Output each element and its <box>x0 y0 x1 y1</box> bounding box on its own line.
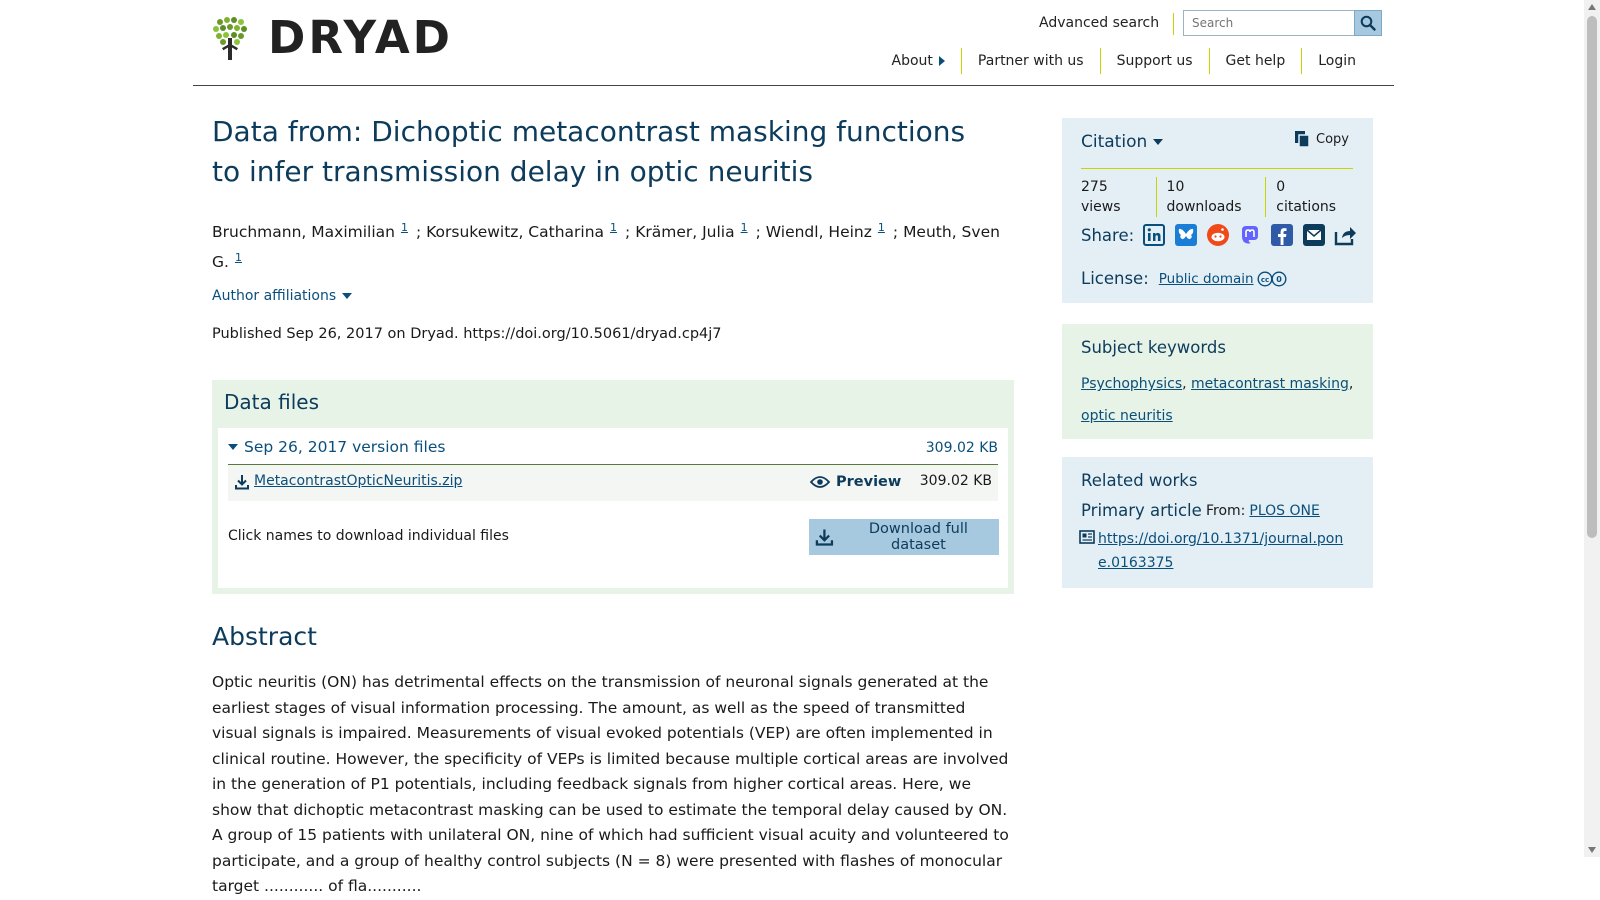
nav-partner[interactable]: Partner with us <box>961 48 1100 74</box>
tree-logo-icon <box>212 16 248 60</box>
data-files-content <box>218 428 1008 588</box>
cc-zero-icon <box>1257 271 1289 287</box>
share-row <box>1081 223 1358 247</box>
caret-down-icon <box>1153 139 1163 145</box>
nav-about[interactable] <box>876 48 961 74</box>
nav-support[interactable]: Support us <box>1100 48 1209 74</box>
author-separator: ; <box>892 223 899 242</box>
related-works-panel <box>1062 457 1373 588</box>
nav-about-label: About <box>891 53 933 69</box>
copy-label: Copy <box>1316 131 1349 147</box>
reddit-icon[interactable] <box>1206 223 1230 247</box>
version-files-row <box>228 438 998 465</box>
clipboard-icon <box>1294 130 1310 148</box>
scrollbar[interactable] <box>1584 0 1600 857</box>
author-separator: ; <box>415 223 422 242</box>
subject-keywords-title: Subject keywords <box>1081 338 1226 357</box>
keyword-link[interactable]: optic neuritis <box>1081 408 1173 424</box>
download-icon <box>815 527 834 547</box>
dataset-title: Data from: Dichoptic metacontrast masking functions to infer transmission delay in optic neuritis <box>212 115 966 188</box>
version-files-label: Sep 26, 2017 version files <box>244 438 446 456</box>
author-affiliations-label: Author affiliations <box>212 288 337 304</box>
file-row <box>228 465 998 501</box>
search-input[interactable] <box>1183 10 1355 36</box>
affiliation-link[interactable]: 1 <box>400 221 408 234</box>
citation-toggle[interactable] <box>1081 132 1163 152</box>
mastodon-icon[interactable] <box>1238 223 1262 247</box>
share-icon[interactable] <box>1334 223 1358 247</box>
from-line <box>1206 503 1320 519</box>
caret-down-icon <box>342 293 352 299</box>
caret-right-icon <box>939 56 945 66</box>
facebook-icon[interactable] <box>1270 223 1294 247</box>
preview-label: Preview <box>836 474 902 490</box>
affiliation-link[interactable]: 1 <box>610 221 618 234</box>
svg-text:0: 0 <box>1275 274 1282 284</box>
linkedin-icon[interactable] <box>1142 223 1166 247</box>
author-name: Korsukewitz, Catharina <box>426 223 605 242</box>
citation-label: Citation <box>1081 132 1148 152</box>
citations-count: 0 citations <box>1265 177 1353 217</box>
advanced-search-link[interactable]: Advanced search <box>1039 13 1174 35</box>
version-files-size: 309.02 KB <box>925 440 998 456</box>
email-icon[interactable] <box>1302 223 1326 247</box>
main-nav <box>876 48 1372 74</box>
primary-article-label: Primary article <box>1081 501 1202 520</box>
share-label: Share: <box>1081 225 1135 245</box>
version-files-toggle[interactable] <box>228 438 445 456</box>
scroll-up-arrow-icon[interactable] <box>1588 4 1596 10</box>
eye-icon <box>810 475 830 489</box>
citation-panel <box>1062 118 1373 303</box>
download-icon <box>234 474 250 490</box>
downloads-count: 10 downloads <box>1156 177 1266 217</box>
author-affiliations-toggle[interactable] <box>212 288 352 304</box>
affiliation-link[interactable]: 1 <box>877 221 885 234</box>
nav-help[interactable]: Get help <box>1209 48 1302 74</box>
views-count: 275 views <box>1081 179 1121 215</box>
svg-text:cc: cc <box>1260 275 1269 284</box>
bluesky-icon[interactable] <box>1174 223 1198 247</box>
metrics-row <box>1081 168 1353 217</box>
author-name: Krämer, Julia <box>635 223 735 242</box>
author-separator: ; <box>625 223 631 242</box>
author-list <box>212 215 1012 275</box>
download-full-dataset-button[interactable] <box>809 519 999 555</box>
file-size: 309.02 KB <box>919 473 992 489</box>
from-label: From: <box>1206 503 1246 519</box>
related-works-title: Related works <box>1081 471 1198 490</box>
data-files-title: Data files <box>224 390 319 414</box>
caret-down-icon <box>228 444 238 450</box>
logo-wordmark: DRYAD <box>268 11 454 64</box>
copy-citation-button[interactable] <box>1294 130 1349 148</box>
search-button[interactable] <box>1354 10 1382 36</box>
license-link[interactable]: Public domain <box>1158 270 1254 287</box>
abstract-text: Optic neuritis (ON) has detrimental effects on the transmission of neuronal signals generated at the earliest stages of visual information processing. The amount, as well as the speed of transmitted visual signals is impaired. Measurements of visual evoked potentials (VEP) are often implemented in clinical routine. However, the specificity of VEPs is limited because multiple cortical areas are involved in the generation of P1 potentials, including feedback signals from higher cortical areas. Here, we show that dichoptic metacontrast masking can be used to estimate the temporal delay caused by ON. A group of 15 patients with unilateral ON, nine of which had sufficient visual acuity and volunteered to participate, and a group of healthy control subjects (N = 8) were presented with flashes of monocular target ............ of fla........... <box>212 673 1009 895</box>
author-name: Meuth, Sven G. <box>212 223 1000 272</box>
scroll-thumb[interactable] <box>1587 16 1597 538</box>
author-name: Wiendl, Heinz <box>765 223 872 242</box>
keyword-separator: , <box>1348 376 1354 392</box>
scroll-down-arrow-icon[interactable] <box>1588 847 1596 853</box>
nav-login[interactable]: Login <box>1301 48 1372 74</box>
published-line: Published Sep 26, 2017 on Dryad. https://doi.org/10.5061/dryad.cp4j7 <box>212 326 722 342</box>
site-header <box>193 0 1394 86</box>
dryad-logo[interactable] <box>212 11 454 64</box>
keywords-list <box>1081 368 1356 432</box>
related-doi-link[interactable]: https://doi.org/10.1371/journal.pone.0163375 <box>1098 531 1344 571</box>
subject-keywords-panel <box>1062 324 1373 439</box>
preview-button[interactable] <box>810 474 901 490</box>
affiliation-link[interactable]: 1 <box>234 251 242 265</box>
download-full-label: Download full dataset <box>868 521 968 553</box>
data-files-panel <box>212 380 1014 594</box>
search-icon <box>1360 15 1376 31</box>
download-hint: Click names to download individual files <box>228 528 509 544</box>
keyword-link[interactable]: Psychophysics <box>1081 376 1183 392</box>
article-icon <box>1079 530 1095 544</box>
affiliation-link[interactable]: 1 <box>740 221 748 234</box>
keyword-link[interactable]: metacontrast masking <box>1191 376 1349 392</box>
author-name: Bruchmann, Maximilian <box>212 223 395 242</box>
keyword-separator: , <box>1182 376 1187 392</box>
license-row <box>1081 269 1289 288</box>
author-separator: ; <box>755 223 761 242</box>
abstract-heading: Abstract <box>212 622 317 651</box>
journal-link[interactable]: PLOS ONE <box>1249 503 1320 519</box>
license-label: License: <box>1081 269 1149 288</box>
file-download-link[interactable]: MetacontrastOpticNeuritis.zip <box>254 473 463 489</box>
